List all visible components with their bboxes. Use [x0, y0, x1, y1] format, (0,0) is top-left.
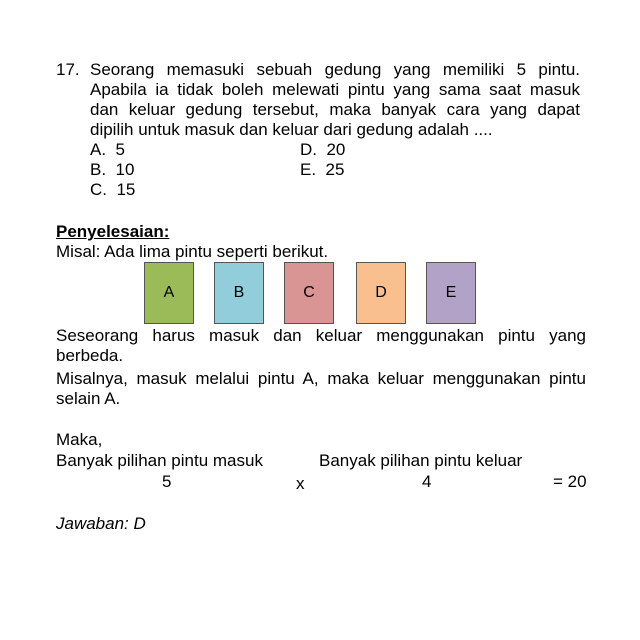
door-d: D — [356, 262, 406, 324]
solution-heading: Penyelesaian: — [56, 222, 170, 241]
question-line-1: Seorang memasuki sebuah gedung yang memiliki 5 pintu. — [90, 60, 580, 79]
door-a: A — [144, 262, 194, 324]
option-a: A. 5 — [90, 140, 125, 159]
paragraph-2-line-1: Misalnya, masuk melalui pintu A, maka keluar menggunakan pintu — [56, 369, 586, 388]
exit-choices-label: Banyak pilihan pintu keluar — [319, 451, 523, 470]
maka-text: Maka, — [56, 430, 103, 449]
paragraph-1-line-2: berbeda. — [56, 346, 124, 365]
option-e: E. 25 — [300, 160, 345, 179]
answer-text: Jawaban: D — [56, 514, 146, 533]
question-number: 17. — [56, 60, 80, 79]
solution-intro: Misal: Ada lima pintu seperti berikut. — [56, 242, 329, 261]
result-value: = 20 — [553, 472, 587, 491]
question-line-3: dan keluar gedung tersebut, maka banyak cara yang dapat — [90, 100, 580, 119]
multiply-sign: x — [296, 474, 305, 493]
door-e: E — [426, 262, 476, 324]
question-line-2: Apabila ia tidak boleh melewati pintu yang sama saat masuk — [90, 80, 580, 99]
enter-choices-label: Banyak pilihan pintu masuk — [56, 451, 263, 470]
door-b: B — [214, 262, 264, 324]
paragraph-2-line-2: selain A. — [56, 389, 121, 408]
enter-choices-value: 5 — [162, 472, 172, 491]
question-line-4: dipilih untuk masuk dan keluar dari gedung adalah .... — [90, 120, 493, 139]
door-c: C — [284, 262, 334, 324]
paragraph-1-line-1: Seseorang harus masuk dan keluar menggunakan pintu yang — [56, 326, 586, 345]
option-d: D. 20 — [300, 140, 346, 159]
exit-choices-value: 4 — [422, 472, 432, 491]
option-b: B. 10 — [90, 160, 135, 179]
option-c: C. 15 — [90, 180, 136, 199]
